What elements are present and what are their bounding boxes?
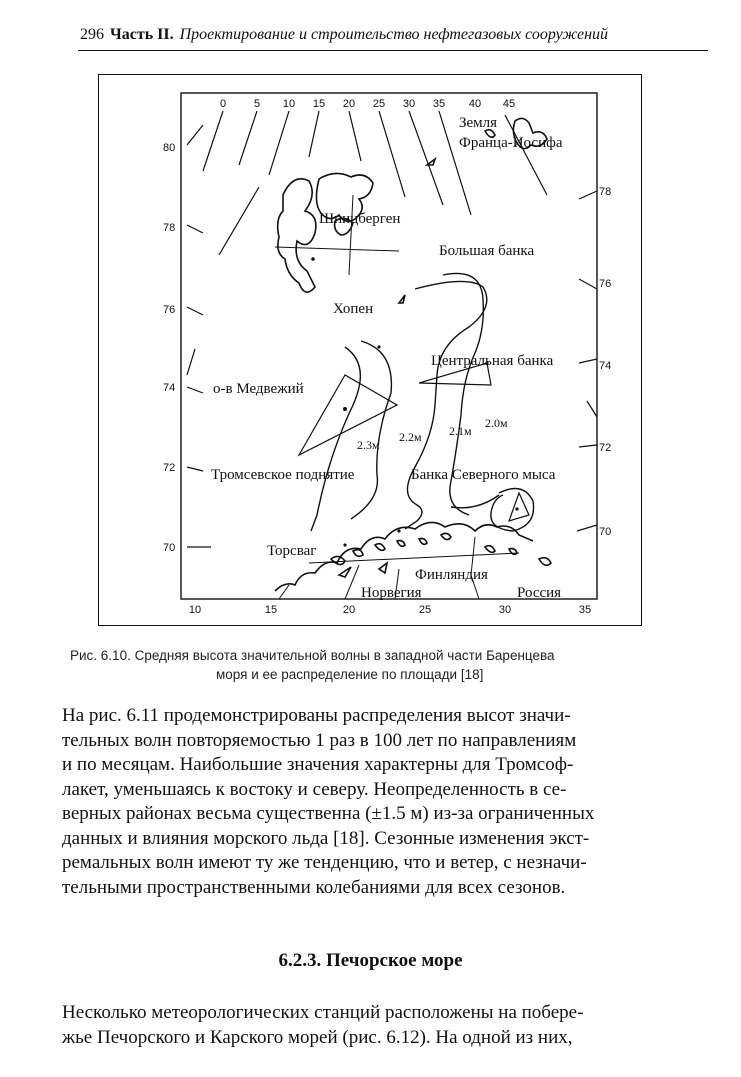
bottom-longitude-scale <box>189 604 591 616</box>
body-line: тельных волн повторяемостью 1 раз в 100 лет по направлениям <box>62 729 577 751</box>
right-lat-78: 78 <box>599 186 612 198</box>
isoline-2-2m <box>351 341 391 519</box>
body-line: тельными пространственными колебаниями для всех сезонов. <box>62 876 566 898</box>
top-tick-5: 5 <box>253 98 261 110</box>
left-lat-76: 76 <box>163 304 176 316</box>
body-line: Несколько метеорологических станций расположены на побере- <box>62 1002 584 1023</box>
isoline-branch <box>451 495 499 508</box>
label-svalbard: Шпицберген <box>319 211 401 227</box>
top-tick-15: 15 <box>312 98 326 110</box>
right-lat-74: 74 <box>599 360 612 372</box>
body-line: верных районах весьма существенна (±1.5 м) из-за ограниченных <box>62 803 595 824</box>
body-line: данных и влияния морского льда [18]. Сезонные изменения экст- <box>62 827 590 849</box>
barents-sea-map <box>99 75 643 627</box>
label-great-bank: Большая банка <box>439 243 535 259</box>
body-paragraph <box>62 704 702 900</box>
isoline-2-1m <box>405 281 487 529</box>
north-cape-triangle <box>509 493 529 521</box>
left-latitude-scale <box>163 142 175 554</box>
map-frame <box>181 93 597 599</box>
body-line: ремальных волн имеют ту же тенденцию, что и ветер, с незначи- <box>62 852 587 873</box>
right-lat-72: 72 <box>599 442 612 454</box>
figure-caption <box>70 646 710 684</box>
body-line: лакет, уменьшаясь к востоку и северу. Неопределенность в се- <box>62 778 567 800</box>
label-finland: Финляндия <box>415 567 488 583</box>
left-lat-78: 78 <box>163 222 176 234</box>
top-tick-30: 30 <box>402 98 416 110</box>
top-tick-20: 20 <box>342 98 356 110</box>
top-tick-25: 25 <box>372 98 386 110</box>
top-tick-10: 10 <box>282 98 296 110</box>
bottom-tick-20: 20 <box>342 604 356 616</box>
label-franz-josef-1: Земля <box>459 115 498 131</box>
bottom-tick-15: 15 <box>264 604 278 616</box>
label-north-cape-bank: Банка Северного мыса <box>411 467 556 483</box>
left-lat-72: 72 <box>163 462 176 474</box>
top-longitude-scale <box>220 98 515 110</box>
top-tick-35: 35 <box>432 98 446 110</box>
label-central-bank: Центральная банка <box>431 353 554 369</box>
label-hopen: Хопен <box>333 301 374 317</box>
label-norway: Норвегия <box>361 585 422 601</box>
section-heading: 6.2.3. Печорское море <box>278 950 463 971</box>
body-line: и по месяцам. Наибольшие значения характерны для Тромсоф- <box>62 754 574 775</box>
label-bear-island: о-в Медвежий <box>213 381 304 397</box>
fjords <box>339 563 387 577</box>
top-tick-40: 40 <box>468 98 482 110</box>
place-labels <box>211 115 563 601</box>
svalbard-west <box>278 179 316 292</box>
caption-line-2: моря и ее распределение по площади [18] <box>216 667 484 682</box>
header-rule <box>78 50 708 51</box>
label-franz-josef-2: Франца-Иосифа <box>459 135 563 151</box>
caption-line-1: Рис. 6.10. Средняя высота значительной волны в западной части Баренцева <box>70 648 555 663</box>
top-tick-45: 45 <box>502 98 516 110</box>
right-latitude-scale <box>599 186 611 538</box>
body-line: На рис. 6.11 продемонстрированы распределения высот значи- <box>62 705 571 726</box>
bottom-tick-35: 35 <box>578 604 592 616</box>
wave-label-2-0m: 2.0м <box>485 416 508 430</box>
right-lat-70: 70 <box>599 526 612 538</box>
left-lat-80: 80 <box>163 142 176 154</box>
book-section-title: Проектирование и строительство нефтегазовых сооружений <box>179 26 609 43</box>
label-russia: Россия <box>517 585 562 601</box>
running-head <box>80 26 708 52</box>
left-lat-70: 70 <box>163 542 176 554</box>
wave-label-2-3m: 2.3м <box>357 438 380 452</box>
isoline-2-3m <box>311 347 360 531</box>
wave-label-2-2m: 2.2м <box>399 430 422 444</box>
bottom-tick-10: 10 <box>188 604 202 616</box>
bottom-tick-25: 25 <box>418 604 432 616</box>
page-number: 296 <box>80 26 104 43</box>
body-line: жье Печорского и Карского морей (рис. 6.12). На одной из них, <box>62 1027 573 1048</box>
wave-label-2-1m: 2.1м <box>449 424 472 438</box>
left-lat-74: 74 <box>163 382 176 394</box>
part-label: Часть II. <box>110 26 174 43</box>
body-paragraph-2 <box>62 1000 702 1050</box>
bottom-tick-30: 30 <box>498 604 512 616</box>
top-tick-0: 0 <box>219 98 227 110</box>
right-lat-76: 76 <box>599 278 612 290</box>
hopen-island <box>399 295 405 303</box>
small-island <box>427 159 435 165</box>
figure-6-10-map <box>98 74 642 626</box>
label-torsvag: Торсваг <box>267 543 317 559</box>
label-tromso-rise: Тромсевское поднятие <box>211 467 355 483</box>
